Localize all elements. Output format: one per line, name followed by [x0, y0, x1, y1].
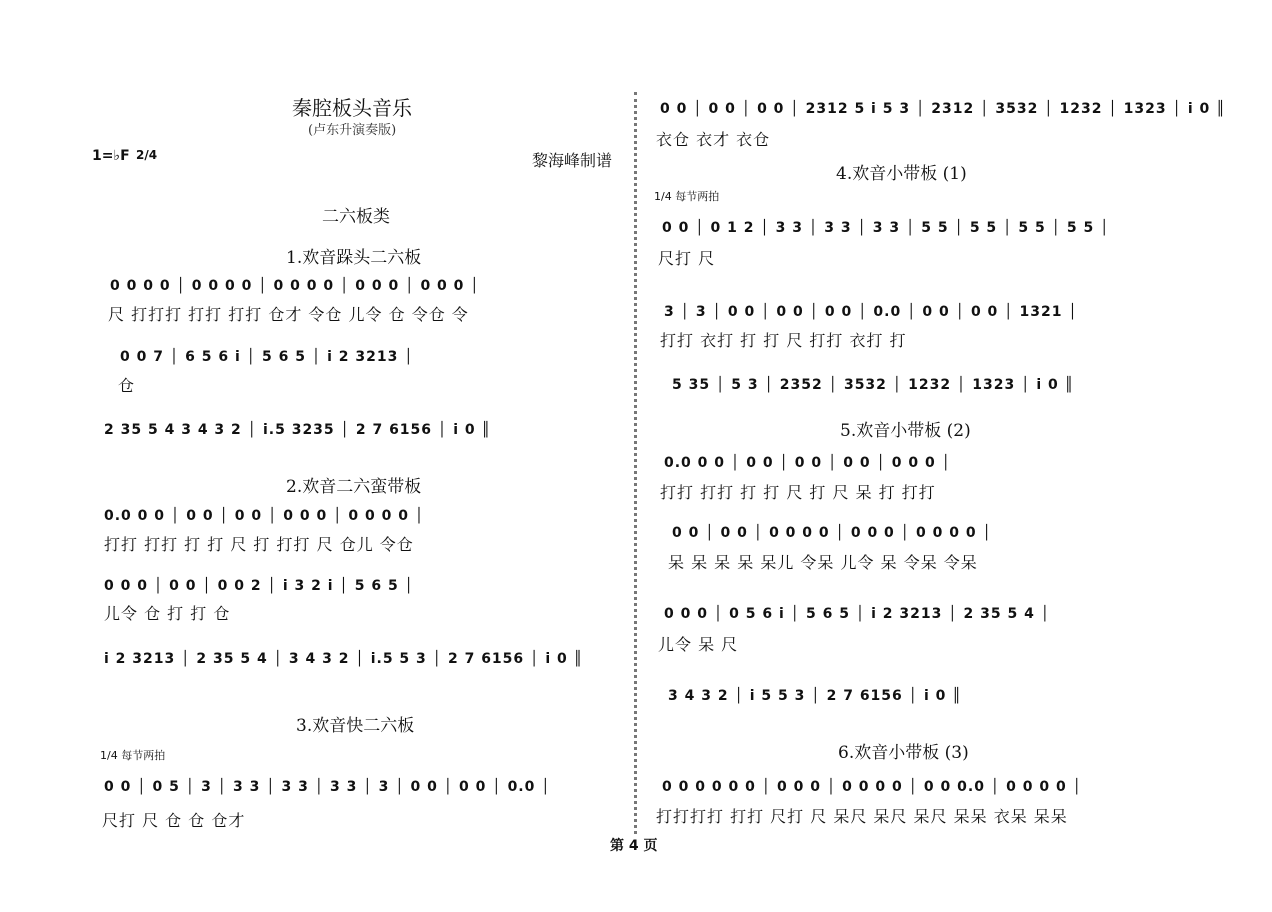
s5-notation-row-3: 0 0 0 │ 0 5 6 i │ 5 6 5 │ i 2 3213 │ 2 35 5 4 │ [664, 606, 1051, 622]
s5-lyrics-row-3: 儿令 呆 尺 [658, 635, 739, 654]
s2-notation-row-2: 0 0 0 │ 0 0 │ 0 0 2 │ i 3 2 i │ 5 6 5 │ [104, 578, 414, 594]
page-number: 第 4 页 [610, 838, 658, 854]
s3-notation-row-1: 0 0 │ 0 5 │ 3 │ 3 3 │ 3 3 │ 3 3 │ 3 │ 0 0 │ 0 0 │ 0.0 │ [104, 779, 551, 795]
s4-notation-row-1: 0 0 │ 0 1 2 │ 3 3 │ 3 3 │ 3 3 │ 5 5 │ 5 5 │ 5 5 │ 5 5 │ [662, 220, 1110, 236]
s2-notation-row-1: 0.0 0 0 │ 0 0 │ 0 0 │ 0 0 0 │ 0 0 0 0 │ [104, 508, 425, 524]
s1-notation-row-1: 0 0 0 0 │ 0 0 0 0 │ 0 0 0 0 │ 0 0 0 │ 0 0 0 │ [110, 278, 480, 294]
page-title: 秦腔板头音乐 [292, 96, 412, 120]
s4-lyrics-row-1: 尺打 尺 [658, 249, 716, 268]
section-3-title: 3.欢音快二六板 [296, 716, 415, 736]
s5-notation-row-1: 0.0 0 0 │ 0 0 │ 0 0 │ 0 0 │ 0 0 0 │ [664, 455, 952, 471]
section-2-title: 2.欢音二六蛮带板 [286, 477, 422, 497]
credit: 黎海峰制谱 [532, 151, 613, 170]
s2-lyrics-row-1: 打打 打打 打 打 尺 打 打打 尺 仓儿 令仓 [104, 535, 414, 554]
section-1-title: 1.欢音跺头二六板 [286, 248, 422, 268]
s1-notation-row-2: 0 0 7 │ 6 5 6 i │ 5 6 5 │ i 2 3213 │ [120, 349, 414, 365]
top-lyrics-row-1: 衣仓 衣才 衣仓 [656, 130, 771, 149]
s1-lyrics-row-2: 仓 [118, 376, 136, 395]
s5-lyrics-row-2: 呆 呆 呆 呆 呆儿 令呆 儿令 呆 令呆 令呆 [668, 553, 978, 572]
page-subtitle: (卢东升演奏版) [308, 123, 397, 138]
section-5-title: 5.欢音小带板 (2) [840, 421, 971, 441]
s6-notation-row-1: 0 0 0 0 0 0 │ 0 0 0 │ 0 0 0 0 │ 0 0 0.0 │ 0 0 0 0 │ [662, 779, 1083, 795]
s2-lyrics-row-2: 儿令 仓 打 打 仓 [104, 604, 231, 623]
s2-notation-row-3: i 2 3213 │ 2 35 5 4 │ 3 4 3 2 │ i.5 5 3 │ 2 7 6156 │ i 0 ║ [104, 651, 584, 667]
key-signature: 1=♭F [92, 148, 130, 164]
s3-lyrics-row-1: 尺打 尺 仓 仓 仓才 [102, 811, 246, 830]
s1-notation-row-3: 2 35 5 4 3 4 3 2 │ i.5 3235 │ 2 7 6156 │ i 0 ║ [104, 422, 491, 438]
s5-lyrics-row-1: 打打 打打 打 打 尺 打 尺 呆 打 打打 [660, 483, 936, 502]
s4-notation-row-2: 3 │ 3 │ 0 0 │ 0 0 │ 0 0 │ 0.0 │ 0 0 │ 0 0 │ 1321 │ [664, 304, 1078, 320]
s5-notation-row-4: 3 4 3 2 │ i 5 5 3 │ 2 7 6156 │ i 0 ║ [668, 688, 962, 704]
top-notation-row-1: 0 0 │ 0 0 │ 0 0 │ 2312 5 i 5 3 │ 2312 │ 3532 │ 1232 │ 1323 │ i 0 ║ [660, 101, 1226, 117]
s4-lyrics-row-2: 打打 衣打 打 打 尺 打打 衣打 打 [660, 331, 907, 350]
s6-lyrics-row-1: 打打打打 打打 尺打 尺 呆尺 呆尺 呆尺 呆呆 衣呆 呆呆 [656, 807, 1068, 826]
s1-lyrics-row-1: 尺 打打打 打打 打打 仓才 令仓 儿令 仓 令仓 令 [108, 305, 469, 324]
s4-meter: 1/4 每节两拍 [654, 190, 720, 203]
section-4-title: 4.欢音小带板 (1) [836, 164, 967, 184]
time-signature: 2/4 [136, 148, 158, 162]
s3-meter: 1/4 每节两拍 [100, 749, 166, 762]
category-heading: 二六板类 [322, 207, 390, 227]
page-divider [634, 92, 637, 834]
s5-notation-row-2: 0 0 │ 0 0 │ 0 0 0 0 │ 0 0 0 │ 0 0 0 0 │ [672, 525, 992, 541]
section-6-title: 6.欢音小带板 (3) [838, 743, 969, 763]
s4-notation-row-3: 5 35 │ 5 3 │ 2352 │ 3532 │ 1232 │ 1323 │ i 0 ║ [672, 377, 1075, 393]
